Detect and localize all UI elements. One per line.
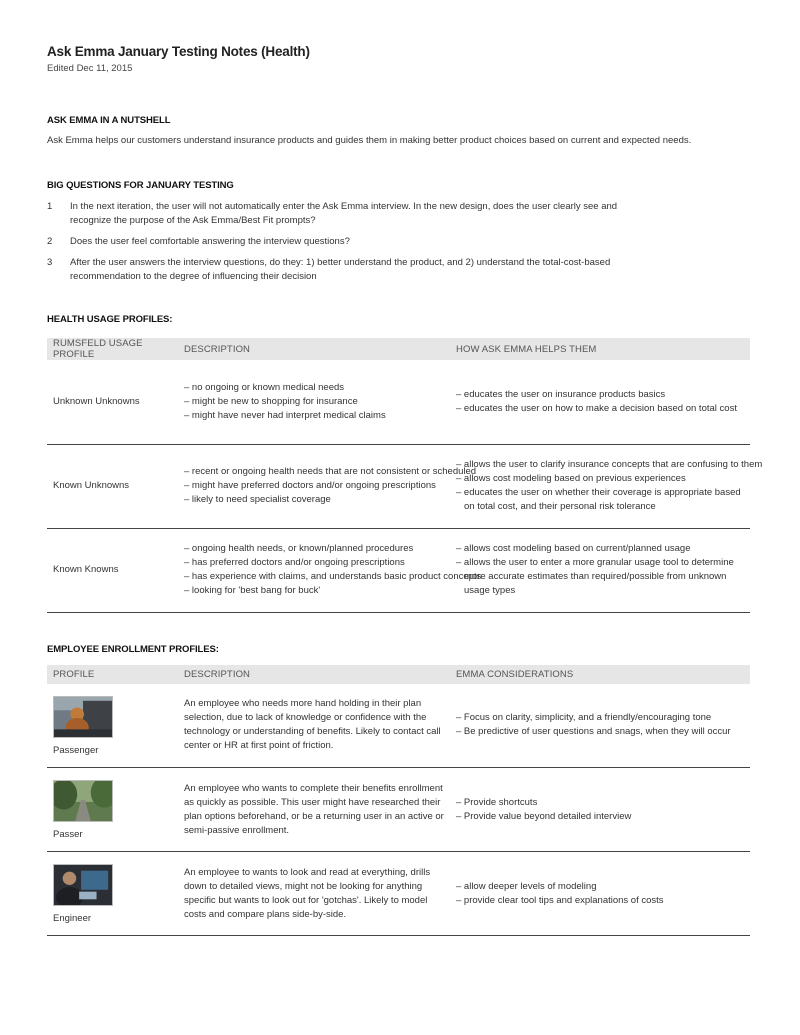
description-cell: An employee who wants to complete their benefits enrollment as quickly as possible. This user might have researched their plan options beforehand, or be a returning user in an active or semi-passive enrollment. — [178, 768, 450, 852]
table-header-row — [47, 338, 750, 360]
considerations-cell — [450, 852, 750, 936]
description-line: – has experience with claims, and understands basic product concepts — [184, 571, 482, 582]
description-line: – looking for 'best bang for buck' — [184, 585, 321, 596]
enrollment-heading: EMPLOYEE ENROLLMENT PROFILES: — [47, 643, 219, 655]
edited-date: Edited Dec 11, 2015 — [47, 63, 133, 74]
table-row — [47, 360, 750, 444]
profile-name: Passer — [53, 829, 83, 840]
profile-name: Passenger — [53, 744, 99, 756]
list-item — [47, 235, 750, 249]
table-row — [47, 768, 750, 852]
table-row — [47, 852, 750, 936]
profile-cell — [47, 768, 178, 852]
description-cell — [178, 360, 450, 444]
helps-cell — [450, 360, 750, 444]
table-row — [47, 528, 750, 612]
column-header: HOW ASK EMMA HELPS THEM — [450, 338, 750, 360]
helps-line: – educates the user on whether their coverage is appropriate based on total cost, and their personal risk tolerance — [456, 487, 741, 512]
profile-cell — [47, 684, 178, 768]
enrollment-profiles-table — [47, 665, 750, 937]
question-text: In the next iteration, the user will not automatically enter the Ask Emma interview. In the new design, does the user clearly see and recognize the purpose of the Ask Emma/Best Fit prompts? — [70, 201, 618, 226]
description-cell: An employee who needs more hand holding in their plan selection, due to lack of knowledge or confidence with the technology or understanding of benefits. Likely to contact call center or HR at first point of friction. — [178, 684, 450, 768]
description-line: – likely to need specialist coverage — [184, 494, 331, 505]
question-number: 3 — [47, 257, 53, 268]
description-line: – ongoing health needs, or known/planned procedures — [184, 543, 414, 554]
column-header: DESCRIPTION — [178, 665, 450, 684]
table-header-row — [47, 665, 750, 684]
usage-profiles-table — [47, 338, 763, 613]
description-cell — [178, 444, 477, 528]
list-item — [47, 256, 750, 284]
helps-line: – allows the user to clarify insurance concepts that are confusing to them — [456, 459, 763, 470]
description-line: – might be new to shopping for insurance — [184, 395, 358, 407]
considerations-cell — [450, 684, 750, 768]
helps-cell — [450, 528, 750, 612]
question-text: After the user answers the interview questions, do they: 1) better understand the product, and 2) understand the total-cost-based recommendation to the degree of influencing their decision — [70, 257, 611, 282]
table-row — [47, 684, 750, 768]
considerations-line: – Provide shortcuts — [456, 796, 538, 808]
helps-cell — [450, 444, 763, 528]
description-line: – no ongoing or known medical needs — [184, 381, 345, 393]
column-header: DESCRIPTION — [178, 338, 450, 360]
questions-heading: BIG QUESTIONS FOR JANUARY TESTING — [47, 180, 234, 191]
helps-line: – educates the user on insurance products basics — [456, 388, 666, 400]
helps-line: – allows the user to enter a more granular usage tool to determine more accurate estimates than required/possible from unknown usage types — [456, 557, 734, 596]
profile-name: Engineer — [53, 913, 92, 924]
usage-heading: HEALTH USAGE PROFILES: — [47, 314, 173, 325]
engineer-photo — [53, 864, 113, 906]
helps-line: – allows cost modeling based on current/planned usage — [456, 543, 691, 554]
helps-line: – allows cost modeling based on previous experiences — [456, 473, 686, 484]
description-line: – might have preferred doctors and/or ongoing prescriptions — [184, 480, 436, 491]
description-line: – might have never had interpret medical claims — [184, 409, 386, 421]
list-item — [47, 200, 750, 228]
description-line: – has preferred doctors and/or ongoing prescriptions — [184, 557, 405, 568]
considerations-line: – allow deeper levels of modeling — [456, 880, 597, 892]
considerations-line: – Be predictive of user questions and snags, when they will occur — [456, 726, 731, 738]
document-page — [47, 44, 763, 936]
column-header: PROFILE — [47, 665, 178, 684]
considerations-line: – Provide value beyond detailed interview — [456, 810, 632, 822]
helps-line: – educates the user on how to make a decision based on total cost — [456, 402, 737, 414]
page-title: Ask Emma January Testing Notes (Health) — [47, 44, 310, 59]
question-number: 2 — [47, 236, 53, 247]
considerations-line: – provide clear tool tips and explanations of costs — [456, 894, 664, 906]
description-cell: An employee to wants to look and read at everything, drills down to detailed views, might not be looking for anything specific but wants to look out for 'gotchas'. Likely to model costs and compare plans side-by-side. — [178, 852, 450, 936]
questions-list — [47, 200, 750, 284]
profile-cell: Known Unknowns — [47, 444, 178, 528]
profile-cell — [47, 852, 178, 936]
table-row — [47, 444, 750, 528]
question-text: Does the user feel comfortable answering the interview questions? — [70, 236, 350, 247]
column-header: RUMSFELD USAGE PROFILE — [47, 338, 178, 360]
considerations-line: – Focus on clarity, simplicity, and a friendly/encouraging tone — [456, 712, 712, 724]
nutshell-heading: ASK EMMA IN A NUTSHELL — [47, 115, 171, 126]
question-number: 1 — [47, 201, 53, 212]
description-cell — [178, 528, 482, 612]
passer-photo — [53, 780, 113, 822]
considerations-cell — [450, 768, 750, 852]
passenger-photo — [53, 696, 113, 738]
profile-cell: Known Knowns — [47, 528, 178, 612]
profile-cell: Unknown Unknowns — [47, 360, 178, 444]
nutshell-text: Ask Emma helps our customers understand insurance products and guides them in making better product choices based on current and expected needs. — [47, 135, 692, 146]
description-line: – recent or ongoing health needs that are not consistent or scheduled — [184, 466, 477, 477]
column-header: EMMA CONSIDERATIONS — [450, 665, 750, 684]
